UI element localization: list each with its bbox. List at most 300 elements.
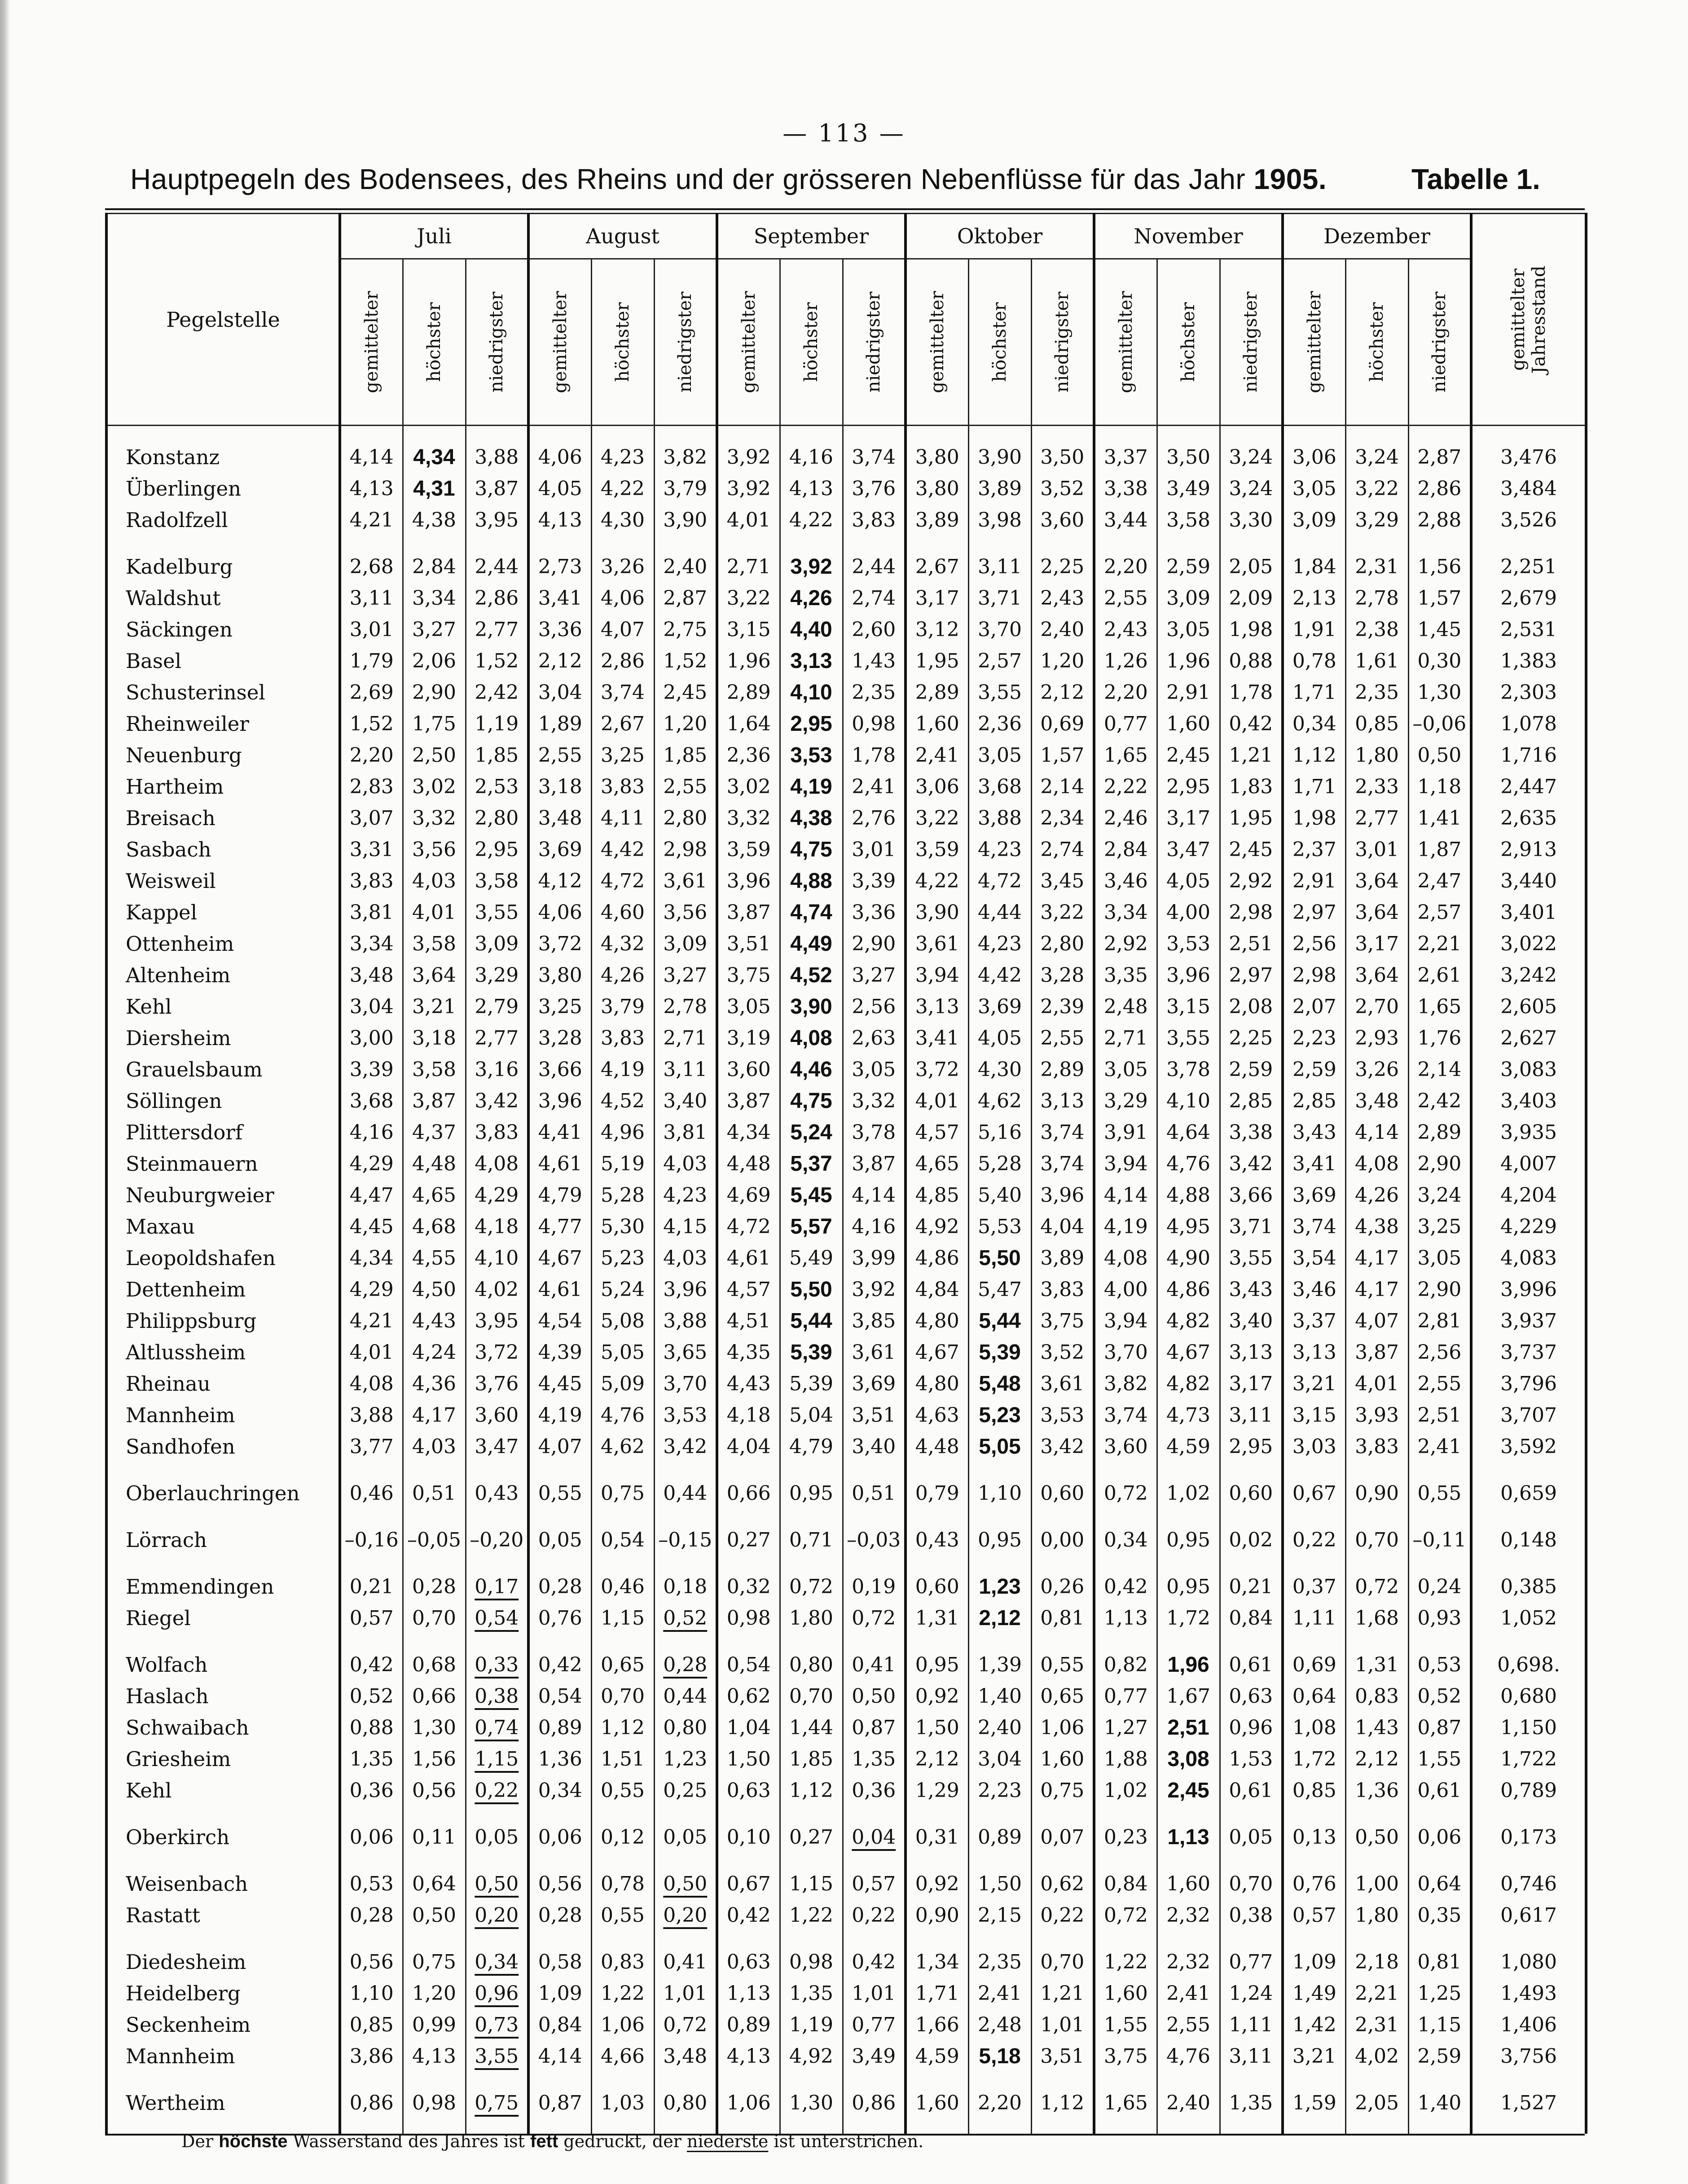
value-cell: 4,57 (717, 1274, 780, 1305)
value-cell: 1,88 (1094, 1743, 1157, 1775)
value-cell: 2,63 (843, 1022, 906, 1054)
value-cell: 1,27 (1094, 1712, 1157, 1743)
value-cell: 1,03 (591, 2087, 654, 2118)
value-cell: 3,55 (466, 896, 528, 928)
value-cell: 2,20 (340, 739, 403, 771)
value-cell: 4,13 (403, 2040, 466, 2072)
station-name: Rheinau (106, 1368, 340, 1399)
value-cell: 1,06 (1031, 1712, 1094, 1743)
value-cell: 0,77 (1094, 708, 1157, 739)
value-cell: 0,92 (906, 1868, 968, 1899)
value-cell: 4,61 (528, 1274, 591, 1305)
value-cell: 1,00 (1345, 1868, 1408, 1899)
value-cell: 3,25 (591, 739, 654, 771)
table-row (106, 677, 1586, 708)
value-cell: 0,54 (466, 1602, 528, 1634)
value-cell: 3,56 (654, 896, 717, 928)
value-cell: 1,36 (1345, 1775, 1408, 1806)
value-cell: 1,09 (1283, 1946, 1345, 1977)
value-cell: 1,21 (1031, 1977, 1094, 2009)
value-cell: 2,51 (1408, 1399, 1471, 1431)
value-cell: 0,28 (340, 1899, 403, 1931)
value-cell: 4,80 (906, 1368, 968, 1399)
value-cell: 1,66 (906, 2009, 968, 2040)
value-cell: 3,43 (1283, 1116, 1345, 1148)
station-name: Diedesheim (106, 1946, 340, 1977)
value-cell: 4,62 (591, 1431, 654, 1462)
station-name: Neuenburg (106, 739, 340, 771)
scan-edge (0, 0, 10, 2184)
value-cell: 3,85 (843, 1305, 906, 1336)
header-sub-0-0: gemittelter (340, 259, 403, 426)
value-cell: 0,85 (1283, 1775, 1345, 1806)
value-cell: 3,22 (1031, 896, 1094, 928)
value-cell: 0,98 (717, 1602, 780, 1634)
value-cell: 4,86 (1157, 1274, 1220, 1305)
value-cell: 2,36 (717, 739, 780, 771)
value-cell: 1,52 (654, 645, 717, 677)
value-cell: 2,59 (1283, 1054, 1345, 1085)
value-cell: 0,36 (340, 1775, 403, 1806)
value-cell: 4,48 (403, 1148, 466, 1179)
value-cell: 3,32 (717, 802, 780, 834)
value-cell: 3,02 (717, 771, 780, 802)
annual-mean-cell: 0,680 (1471, 1680, 1586, 1712)
value-cell: 3,46 (1094, 865, 1157, 896)
value-cell: 0,72 (1094, 1899, 1157, 1931)
value-cell: 2,05 (1345, 2087, 1408, 2118)
value-cell: 3,87 (843, 1148, 906, 1179)
value-cell: 4,13 (340, 473, 403, 504)
value-cell: 3,11 (968, 551, 1031, 582)
value-cell: 1,57 (1031, 739, 1094, 771)
value-cell: 5,50 (780, 1274, 843, 1305)
value-cell: 3,21 (1283, 2040, 1345, 2072)
value-cell: 4,47 (340, 1179, 403, 1211)
value-cell: 1,68 (1345, 1602, 1408, 1634)
value-cell: 0,55 (591, 1899, 654, 1931)
table-row (106, 1899, 1586, 1931)
value-cell: 3,50 (1031, 441, 1094, 473)
value-cell: 3,43 (1220, 1274, 1283, 1305)
value-cell: 1,11 (1220, 2009, 1283, 2040)
value-cell: 3,38 (1094, 473, 1157, 504)
value-cell: 0,80 (780, 1649, 843, 1680)
table-row (106, 1179, 1586, 1211)
value-cell: 3,29 (1094, 1085, 1157, 1116)
value-cell: 0,07 (1031, 1821, 1094, 1853)
value-cell: 2,18 (1345, 1946, 1408, 1977)
value-cell: 3,74 (591, 677, 654, 708)
value-cell: 3,27 (843, 959, 906, 991)
value-cell: 3,91 (1094, 1116, 1157, 1148)
value-cell: 4,29 (340, 1274, 403, 1305)
value-cell: 2,39 (1031, 991, 1094, 1022)
value-cell: 3,78 (843, 1116, 906, 1148)
table-row (106, 928, 1586, 959)
station-name: Söllingen (106, 1085, 340, 1116)
value-cell: 0,71 (780, 1524, 843, 1556)
value-cell: 4,21 (340, 1305, 403, 1336)
value-cell: 0,42 (1220, 708, 1283, 739)
value-cell: 5,19 (591, 1148, 654, 1179)
value-cell: 4,67 (906, 1336, 968, 1368)
header-station: Pegelstelle (106, 214, 340, 426)
value-cell: 3,36 (528, 614, 591, 645)
value-cell: 0,55 (1408, 1477, 1471, 1509)
value-cell: 4,51 (717, 1305, 780, 1336)
value-cell: 0,10 (717, 1821, 780, 1853)
value-cell: 4,54 (528, 1305, 591, 1336)
value-cell: 3,95 (466, 504, 528, 536)
table-row (106, 2040, 1586, 2072)
value-cell: 0,46 (591, 1571, 654, 1602)
value-cell: 0,22 (843, 1899, 906, 1931)
value-cell: 0,75 (591, 1477, 654, 1509)
value-cell: 1,22 (1094, 1946, 1157, 1977)
value-cell: 2,12 (1031, 677, 1094, 708)
value-cell: 1,30 (780, 2087, 843, 2118)
table-row (106, 771, 1586, 802)
value-cell: 2,88 (1408, 504, 1471, 536)
value-cell: 0,78 (591, 1868, 654, 1899)
station-name: Rheinweiler (106, 708, 340, 739)
value-cell: 0,05 (1220, 1821, 1283, 1853)
station-name: Seckenheim (106, 2009, 340, 2040)
value-cell: 4,03 (403, 865, 466, 896)
value-cell: 2,35 (843, 677, 906, 708)
value-cell: 4,45 (340, 1211, 403, 1242)
value-cell: 4,41 (528, 1116, 591, 1148)
footnote-bold: höchste (219, 2131, 288, 2151)
value-cell: 3,35 (1094, 959, 1157, 991)
value-cell: 1,43 (1345, 1712, 1408, 1743)
value-cell: 2,95 (1157, 771, 1220, 802)
value-cell: 3,92 (843, 1274, 906, 1305)
value-cell: 0,57 (843, 1868, 906, 1899)
value-cell: 0,05 (466, 1821, 528, 1853)
value-cell: 4,35 (717, 1336, 780, 1368)
value-cell: 1,22 (780, 1899, 843, 1931)
value-cell: 2,85 (1283, 1085, 1345, 1116)
value-cell: 4,76 (1157, 1148, 1220, 1179)
annual-mean-cell: 2,605 (1471, 991, 1586, 1022)
value-cell: 3,96 (717, 865, 780, 896)
value-cell: 1,55 (1408, 1743, 1471, 1775)
value-cell: 0,28 (654, 1649, 717, 1680)
value-cell: 4,92 (906, 1211, 968, 1242)
value-cell: 4,18 (466, 1211, 528, 1242)
station-name: Kadelburg (106, 551, 340, 582)
value-cell: 4,07 (528, 1431, 591, 1462)
value-cell: 4,08 (466, 1148, 528, 1179)
header-sub-1-2: niedrigster (654, 259, 717, 426)
value-cell: 0,67 (717, 1868, 780, 1899)
value-cell: 0,20 (466, 1899, 528, 1931)
value-cell: 2,32 (1157, 1899, 1220, 1931)
value-cell: 0,41 (654, 1946, 717, 1977)
value-cell: 3,24 (1220, 473, 1283, 504)
value-cell: 1,72 (1283, 1743, 1345, 1775)
value-cell: 3,89 (968, 473, 1031, 504)
value-cell: 3,74 (1283, 1211, 1345, 1242)
annual-mean-cell: 0,148 (1471, 1524, 1586, 1556)
value-cell: 0,90 (1345, 1477, 1408, 1509)
value-cell: 4,08 (340, 1368, 403, 1399)
value-cell: 1,79 (340, 645, 403, 677)
value-cell: 1,80 (780, 1602, 843, 1634)
station-name: Heidelberg (106, 1977, 340, 2009)
annual-mean-cell: 1,078 (1471, 708, 1586, 739)
value-cell: 0,82 (1094, 1649, 1157, 1680)
value-cell: 2,34 (1031, 802, 1094, 834)
value-cell: 3,76 (466, 1368, 528, 1399)
value-cell: 2,97 (1220, 959, 1283, 991)
station-name: Breisach (106, 802, 340, 834)
value-cell: 4,75 (780, 1085, 843, 1116)
value-cell: 3,11 (1220, 2040, 1283, 2072)
value-cell: 2,85 (1220, 1085, 1283, 1116)
value-cell: 2,25 (1031, 551, 1094, 582)
annual-mean-cell: 1,383 (1471, 645, 1586, 677)
value-cell: 4,34 (340, 1242, 403, 1274)
value-cell: 3,05 (1283, 473, 1345, 504)
value-cell: 1,18 (1408, 771, 1471, 802)
value-cell: 4,74 (780, 896, 843, 928)
value-cell: 0,21 (1220, 1571, 1283, 1602)
value-cell: 0,12 (591, 1821, 654, 1853)
value-cell: 3,92 (717, 473, 780, 504)
value-cell: 4,00 (1157, 896, 1220, 928)
value-cell: 3,92 (717, 441, 780, 473)
annual-mean-cell: 0,659 (1471, 1477, 1586, 1509)
value-cell: 4,61 (528, 1148, 591, 1179)
value-cell: 3,13 (1220, 1336, 1283, 1368)
value-cell: 3,58 (466, 865, 528, 896)
value-cell: 2,51 (1157, 1712, 1220, 1743)
table-label: Tabelle 1. (1411, 163, 1540, 195)
value-cell: 2,41 (968, 1977, 1031, 2009)
annual-mean-cell: 3,440 (1471, 865, 1586, 896)
value-cell: 5,16 (968, 1116, 1031, 1148)
station-name: Schusterinsel (106, 677, 340, 708)
annual-mean-cell: 3,476 (1471, 441, 1586, 473)
value-cell: 4,21 (340, 504, 403, 536)
table-row (106, 1571, 1586, 1602)
table-row (106, 1336, 1586, 1368)
footnote: Der höchste Wasserstand des Jahres ist fett gedruckt, der niederste ist unterstrichen. (181, 2131, 924, 2151)
value-cell: 5,09 (591, 1368, 654, 1399)
value-cell: 4,23 (591, 441, 654, 473)
value-cell: 3,83 (340, 865, 403, 896)
value-cell: 4,38 (780, 802, 843, 834)
value-cell: 2,43 (1031, 582, 1094, 614)
value-cell: 3,42 (1031, 1431, 1094, 1462)
value-cell: 3,13 (1031, 1085, 1094, 1116)
header-month-dezember: Dezember (1283, 214, 1471, 259)
value-cell: 2,31 (1345, 2009, 1408, 2040)
table-row (106, 645, 1586, 677)
value-cell: 0,34 (466, 1946, 528, 1977)
annual-mean-cell: 2,913 (1471, 834, 1586, 865)
value-cell: 5,39 (780, 1336, 843, 1368)
value-cell: 3,30 (1220, 504, 1283, 536)
value-cell: 0,72 (780, 1571, 843, 1602)
value-cell: 0,69 (1283, 1649, 1345, 1680)
value-cell: 3,87 (403, 1085, 466, 1116)
value-cell: 0,28 (403, 1571, 466, 1602)
value-cell: 0,44 (654, 1477, 717, 1509)
value-cell: 3,04 (528, 677, 591, 708)
value-cell: 1,12 (1283, 739, 1345, 771)
table-row (106, 1116, 1586, 1148)
value-cell: 2,40 (1031, 614, 1094, 645)
header-sub-4-1: höchster (1157, 259, 1220, 426)
value-cell: 3,51 (843, 1399, 906, 1431)
value-cell: 4,60 (591, 896, 654, 928)
value-cell: 3,83 (1031, 1274, 1094, 1305)
value-cell: 2,59 (1408, 2040, 1471, 2072)
value-cell: 3,22 (906, 802, 968, 834)
station-name: Mannheim (106, 1399, 340, 1431)
value-cell: 1,13 (1157, 1821, 1220, 1853)
value-cell: 2,22 (1094, 771, 1157, 802)
header-sub-2-1: höchster (780, 259, 843, 426)
annual-mean-cell: 3,937 (1471, 1305, 1586, 1336)
value-cell: 2,87 (1408, 441, 1471, 473)
value-cell: 4,10 (466, 1242, 528, 1274)
value-cell: 4,80 (906, 1305, 968, 1336)
value-cell: 3,52 (1031, 473, 1094, 504)
value-cell: 3,06 (1283, 441, 1345, 473)
value-cell: 5,30 (591, 1211, 654, 1242)
value-cell: 2,86 (591, 645, 654, 677)
value-cell: 4,30 (968, 1054, 1031, 1085)
value-cell: 1,01 (654, 1977, 717, 2009)
value-cell: 2,45 (654, 677, 717, 708)
value-cell: 5,48 (968, 1368, 1031, 1399)
value-cell: 4,68 (403, 1211, 466, 1242)
value-cell: 0,19 (843, 1571, 906, 1602)
value-cell: 0,27 (717, 1524, 780, 1556)
value-cell: 3,05 (843, 1054, 906, 1085)
station-name: Mannheim (106, 2040, 340, 2072)
annual-mean-cell: 2,531 (1471, 614, 1586, 645)
table-row (106, 1524, 1586, 1556)
value-cell: 3,47 (466, 1431, 528, 1462)
value-cell: 1,04 (717, 1712, 780, 1743)
value-cell: 3,05 (1408, 1242, 1471, 1274)
value-cell: 3,09 (1283, 504, 1345, 536)
value-cell: 3,34 (1094, 896, 1157, 928)
value-cell: 0,70 (780, 1680, 843, 1712)
table-row (106, 1775, 1586, 1806)
value-cell: 3,42 (1220, 1148, 1283, 1179)
value-cell: 4,01 (403, 896, 466, 928)
value-cell: 3,98 (968, 504, 1031, 536)
value-cell: 3,96 (528, 1085, 591, 1116)
value-cell: 4,67 (528, 1242, 591, 1274)
value-cell: 0,73 (466, 2009, 528, 2040)
value-cell: 0,72 (1345, 1571, 1408, 1602)
value-cell: 4,38 (1345, 1211, 1408, 1242)
value-cell: 2,55 (1157, 2009, 1220, 2040)
value-cell: 0,84 (528, 2009, 591, 2040)
annual-mean-cell: 2,251 (1471, 551, 1586, 582)
value-cell: 4,05 (968, 1022, 1031, 1054)
value-cell: 2,50 (403, 739, 466, 771)
value-cell: 3,80 (906, 473, 968, 504)
value-cell: 4,67 (1157, 1336, 1220, 1368)
annual-mean-cell: 0,385 (1471, 1571, 1586, 1602)
value-cell: 2,57 (968, 645, 1031, 677)
value-cell: 0,23 (1094, 1821, 1157, 1853)
header-month-november: November (1094, 214, 1283, 259)
value-cell: 3,01 (843, 834, 906, 865)
value-cell: 3,38 (1220, 1116, 1283, 1148)
value-cell: 0,06 (528, 1821, 591, 1853)
value-cell: 3,94 (1094, 1305, 1157, 1336)
value-cell: 0,76 (1283, 1868, 1345, 1899)
value-cell: 3,00 (340, 1022, 403, 1054)
value-cell: 0,98 (403, 2087, 466, 2118)
value-cell: 3,83 (591, 1022, 654, 1054)
annual-mean-cell: 2,679 (1471, 582, 1586, 614)
value-cell: 0,63 (1220, 1680, 1283, 1712)
value-cell: 2,77 (1345, 802, 1408, 834)
value-cell: 4,11 (591, 802, 654, 834)
value-cell: 2,40 (968, 1712, 1031, 1743)
value-cell: 4,39 (528, 1336, 591, 1368)
value-cell: 4,08 (780, 1022, 843, 1054)
value-cell: 4,12 (528, 865, 591, 896)
annual-mean-cell: 0,789 (1471, 1775, 1586, 1806)
value-cell: 4,48 (906, 1431, 968, 1462)
station-name: Sandhofen (106, 1431, 340, 1462)
annual-mean-cell: 1,527 (1471, 2087, 1586, 2118)
value-cell: 4,90 (1157, 1242, 1220, 1274)
value-cell: 1,76 (1408, 1022, 1471, 1054)
annual-mean-cell: 1,722 (1471, 1743, 1586, 1775)
value-cell: 0,64 (1408, 1868, 1471, 1899)
station-name: Kehl (106, 991, 340, 1022)
value-cell: 2,92 (1094, 928, 1157, 959)
value-cell: 4,17 (1345, 1242, 1408, 1274)
value-cell: 1,98 (1283, 802, 1345, 834)
value-cell: 0,60 (1031, 1477, 1094, 1509)
annual-mean-cell: 3,737 (1471, 1336, 1586, 1368)
value-cell: 4,14 (843, 1179, 906, 1211)
value-cell: 4,26 (780, 582, 843, 614)
value-cell: 0,32 (717, 1571, 780, 1602)
value-cell: 3,09 (1157, 582, 1220, 614)
value-cell: 3,74 (1031, 1116, 1094, 1148)
value-cell: 2,80 (1031, 928, 1094, 959)
value-cell: 2,09 (1220, 582, 1283, 614)
value-cell: 3,64 (1345, 896, 1408, 928)
header-sub-3-1: höchster (968, 259, 1031, 426)
value-cell: 0,50 (654, 1868, 717, 1899)
value-cell: 1,11 (1283, 1602, 1345, 1634)
value-cell: 3,58 (403, 928, 466, 959)
value-cell: 3,34 (403, 582, 466, 614)
value-cell: 1,15 (780, 1868, 843, 1899)
value-cell: 3,06 (906, 771, 968, 802)
value-cell: 3,53 (1157, 928, 1220, 959)
header-sub-2-0: gemittelter (717, 259, 780, 426)
value-cell: 4,01 (906, 1085, 968, 1116)
station-name: Steinmauern (106, 1148, 340, 1179)
